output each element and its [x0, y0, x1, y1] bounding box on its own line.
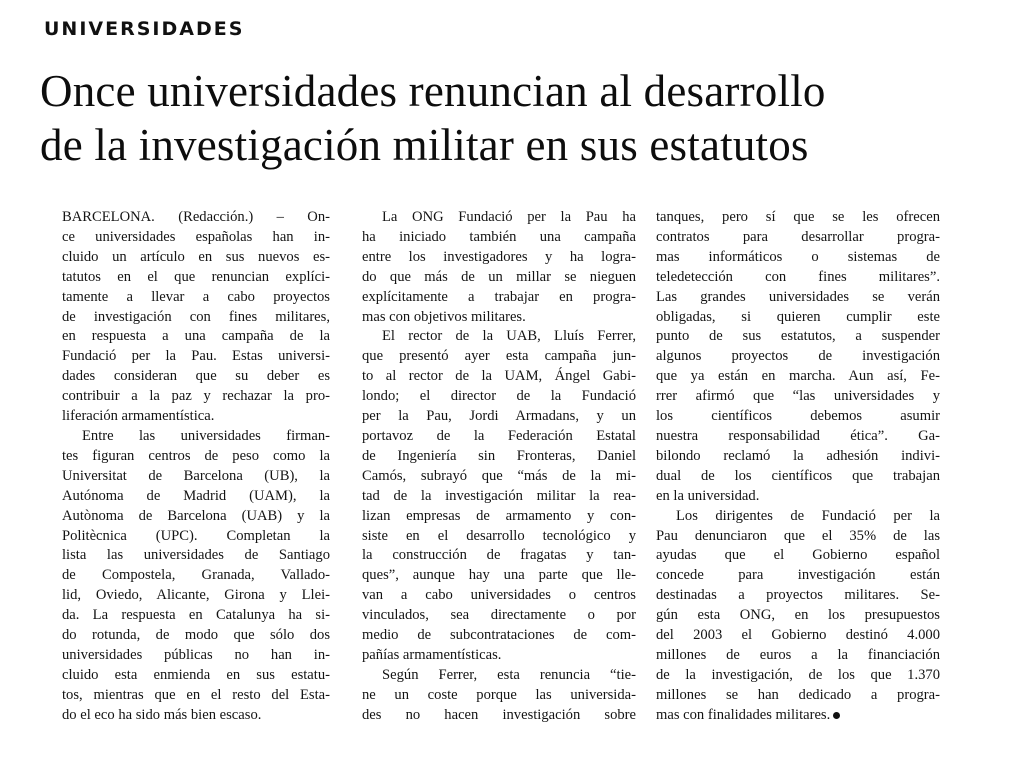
- article-line: londo; el director de la Fundació: [362, 388, 636, 405]
- article-line: ques”, aunque hay una parte que lle-: [362, 567, 636, 584]
- article-line: des no hacen investigación sobre: [362, 706, 636, 723]
- article-line: medio de subcontrataciones de com-: [362, 627, 636, 644]
- article-line: punto de sus estatutos, a suspender: [656, 328, 940, 345]
- article-line: que ya están en marcha. Aun así, Fe-: [656, 368, 940, 385]
- article-line: Pau denunciaron que el 35% de las: [656, 527, 940, 544]
- article-line: Universitat de Barcelona (UB), la: [62, 467, 330, 484]
- article-line: tad de la investigación militar la rea-: [362, 487, 636, 504]
- article-line: La ONG Fundació per la Pau ha: [382, 209, 636, 225]
- article-line: millones de euros a la financiación: [656, 646, 940, 663]
- article-line: los científicos debemos asumir: [656, 408, 940, 425]
- article-line: mas informáticos o sistemas de: [656, 248, 940, 265]
- article-line: do el eco ha sido más bien escaso.: [62, 706, 262, 723]
- article-line: liferación armamentística.: [62, 408, 215, 425]
- article-column-1: [62, 208, 330, 726]
- article-line: lizan empresas de armamento y con-: [362, 507, 636, 524]
- article-line: contribuir a la paz y rechazar la pro-: [62, 388, 330, 405]
- article-line: concede para investigación están: [656, 567, 940, 584]
- article-line: cluido esta enmienda en sus estatu-: [62, 666, 330, 683]
- article-line: contratos para desarrollar progra-: [656, 228, 940, 245]
- article-line: obligadas, si quieren cumplir este: [656, 308, 940, 325]
- article-line: ne un coste porque las universida-: [362, 686, 636, 703]
- article-line: mas con finalidades militares.: [656, 706, 940, 726]
- article-line: que presentó ayer esta campaña jun-: [362, 348, 636, 365]
- article-line: portavoz de la Federación Estatal: [362, 427, 636, 444]
- article-line: lista las universidades de Santiago: [62, 547, 330, 564]
- article-line: do que más de un millar se nieguen: [362, 268, 636, 285]
- article-line: rrer afirmó que “las universidades y: [656, 388, 940, 405]
- article-line: dual de los científicos que trabajan: [656, 467, 940, 484]
- article-line: Las grandes universidades se verán: [656, 288, 940, 305]
- article-line: Autònoma de Barcelona (UAB) y la: [62, 507, 330, 524]
- article-line: de la investigación, de los que 1.370: [656, 666, 940, 683]
- article-line: destinadas a proyectos militares. Se-: [656, 587, 940, 604]
- article-line: explícitamente a trabajar en progra-: [362, 288, 636, 305]
- article-line: Los dirigentes de Fundació per la: [676, 507, 940, 524]
- article-line: tanques, pero sí que se les ofrecen: [656, 209, 940, 225]
- article-line: teledetección con fines militares”.: [656, 268, 940, 285]
- article-line: universidades públicas no han in-: [62, 646, 330, 663]
- article-line: millones se han dedicado a progra-: [656, 686, 940, 703]
- article-line: algunos proyectos de investigación: [656, 348, 940, 365]
- article-line: entre los investigadores y ha logra-: [362, 248, 636, 265]
- article-line: tos, mientras que en el resto del Esta-: [62, 686, 330, 703]
- article-line: per la Pau, Jordi Armadans, y un: [362, 408, 636, 425]
- article-line: BARCELONA. (Redacción.) – On-: [62, 209, 330, 225]
- article-line: de Compostela, Granada, Vallado-: [62, 567, 330, 584]
- section-label: UNIVERSIDADES: [44, 18, 245, 40]
- article-line: Autónoma de Madrid (UAM), la: [62, 487, 330, 504]
- article-line: Politècnica (UPC). Completan la: [62, 527, 330, 544]
- article-line: de investigación con fines militares,: [62, 308, 330, 325]
- article-line: ayudas que el Gobierno español: [656, 547, 940, 564]
- article-line: to al rector de la UAM, Ángel Gabi-: [362, 368, 636, 385]
- article-line: dades consideran que su deber es: [62, 368, 330, 385]
- article-line: nuestra responsabilidad ética”. Ga-: [656, 427, 940, 444]
- article-line: de Ingeniería sin Fronteras, Daniel: [362, 447, 636, 464]
- article-line: en la universidad.: [656, 487, 760, 504]
- article-line: gún esta ONG, en los presupuestos: [656, 607, 940, 624]
- article-line: vinculados, sea directamente o por: [362, 607, 636, 624]
- article-line: do rotunda, de modo que sólo dos: [62, 627, 330, 644]
- article-column-3: [656, 208, 940, 726]
- article-line: Según Ferrer, esta renuncia “tie-: [382, 666, 636, 683]
- article-line: pañías armamentísticas.: [362, 646, 502, 663]
- article-line: tatutos en el que renuncian explíci-: [62, 268, 330, 285]
- article-line: siste en el desarrollo tecnológico y: [362, 527, 636, 544]
- headline: [40, 64, 1000, 172]
- article-line: mas con objetivos militares.: [362, 308, 526, 325]
- article-line: la construcción de fragatas y tan-: [362, 547, 636, 564]
- article-line: Entre las universidades firman-: [82, 427, 330, 444]
- article-line: bilondo reclamó la adhesión indivi-: [656, 447, 940, 464]
- headline-line: de la investigación militar en sus estatutos: [40, 120, 809, 170]
- article-line: da. La respuesta en Catalunya ha si-: [62, 607, 330, 624]
- article-line: cluido un artículo en sus nuevos es-: [62, 248, 330, 265]
- article-line: ce universidades españolas han in-: [62, 228, 330, 245]
- article-line: tes figuran centros de peso como la: [62, 447, 330, 464]
- article-line: del 2003 el Gobierno destinó 4.000: [656, 627, 940, 644]
- article-line: Fundació per la Pau. Estas universi-: [62, 348, 330, 365]
- article-line: Camós, subrayó que “más de la mi-: [362, 467, 636, 484]
- headline-line: Once universidades renuncian al desarrollo: [40, 66, 826, 116]
- article-line: en respuesta a una campaña de la: [62, 328, 330, 345]
- end-mark-icon: [833, 712, 840, 719]
- article-line: ha iniciado también una campaña: [362, 228, 636, 245]
- article-line: lid, Oviedo, Alicante, Girona y Llei-: [62, 587, 330, 604]
- article-line: tamente a llevar a cabo proyectos: [62, 288, 330, 305]
- article-column-2: [362, 208, 636, 726]
- article-line: van a cabo universidades o centros: [362, 587, 636, 604]
- article-line: El rector de la UAB, Lluís Ferrer,: [382, 328, 636, 345]
